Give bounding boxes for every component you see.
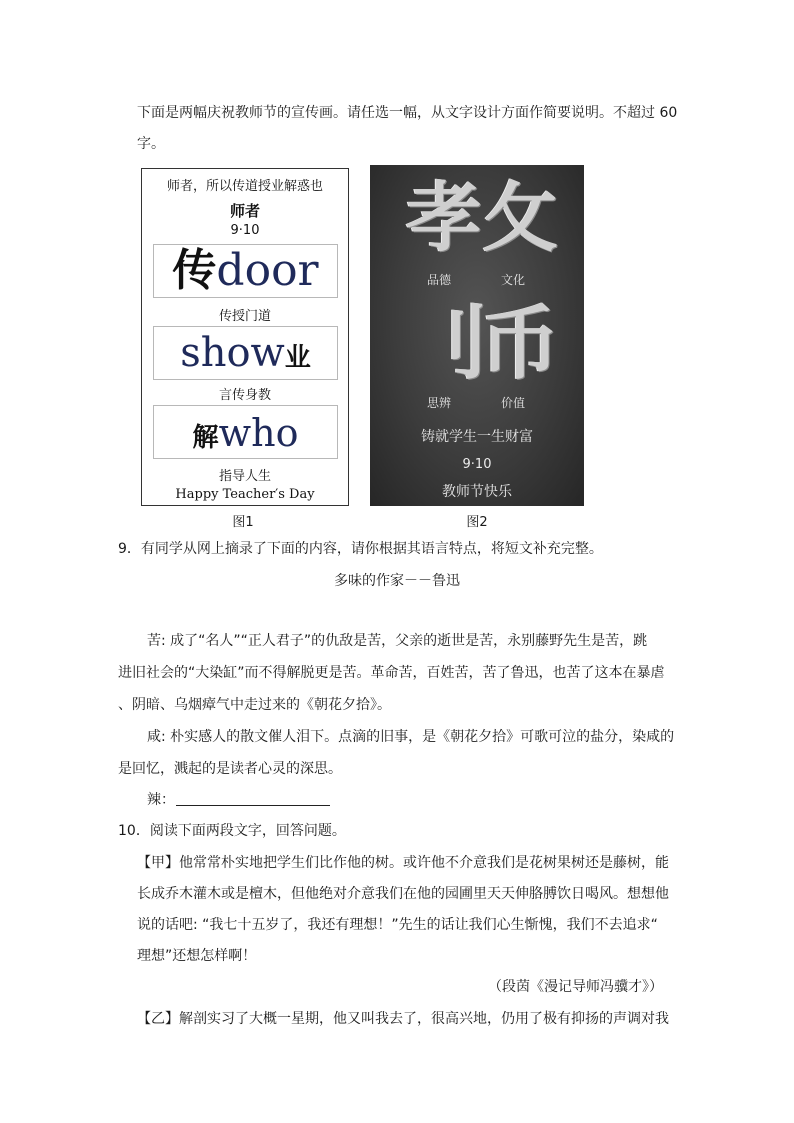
q10-heading: 10．阅读下面两段文字，回答问题。 (118, 823, 346, 839)
q9-xian-line-1: 咸: 朴实感人的散文催人泪下。点滴的旧事，是《朝花夕拾》可歌可泣的盐分，染咸的 (147, 729, 675, 745)
fig1-caption-2: 言传身教 (218, 388, 271, 403)
fig1-caption-3: 指导人生 (218, 469, 271, 484)
fig2-word-sibian: 思辨 (427, 396, 452, 410)
fig2-char-bi: 币 (480, 297, 560, 390)
fig1-caption-1: 传授门道 (218, 309, 271, 324)
q10-yi-line-1: 【乙】解剖实习了大概一星期，他又叫我去了，很高兴地，仍用了极有抑扬的声调对我 (137, 1011, 669, 1027)
figure-2-label: 图2 (466, 515, 488, 530)
q10-jia-line-4: 理想”还想怎样啊！ (137, 948, 257, 964)
fig2-greeting: 教师节快乐 (442, 484, 512, 500)
fig1-title: 师者 (229, 202, 260, 220)
q9-title: 多味的作家－－鲁迅 (334, 573, 460, 589)
q10-jia-line-3: 说的话吧: “我七十五岁了，我还有理想！”先生的话让我们心生惭愧，我们不去追求“ (137, 917, 658, 933)
q9-answer-blank[interactable] (176, 805, 330, 806)
q9-ku-line-2: 进旧社会的“大染缸”而不得解脱更是苦。革命苦，百姓苦，苦了鲁迅，也苦了这本在暴虐 (118, 665, 665, 681)
fig2-char-li: 刂 (410, 297, 490, 390)
q9-ku-line-1: 苦: 成了“名人”“正人君子”的仇敌是苦，父亲的逝世是苦，永别藤野先生是苦，跳 (147, 633, 648, 649)
fig1-card-show-en: show (180, 330, 285, 376)
figure-1-poster (141, 168, 349, 506)
fig2-word-pinde: 品德 (427, 273, 452, 287)
fig1-card-show (153, 326, 338, 380)
fig1-card-door-en: door (216, 245, 319, 296)
q10-jia-line-1: 【甲】他常常朴实地把学生们比作他的树。或许他不介意我们是花树果树还是藤树，能 (137, 855, 669, 871)
fig1-card-who-en: who (218, 411, 299, 455)
q10-source: （段茵《漫记导师冯骥才》） (488, 979, 663, 995)
fig1-card-show-cn: 业 (284, 343, 311, 373)
fig2-char-wen: 攵 (482, 173, 558, 262)
q9-heading: 9．有同学从网上摘录了下面的内容，请你根据其语言特点，将短文补充完整。 (118, 541, 603, 557)
fig1-card-door-cn: 传 (172, 245, 217, 296)
fig1-top-line: 师者，所以传道授业解惑也 (166, 179, 323, 194)
intro-line-2: 字。 (137, 136, 165, 152)
fig2-slogan: 铸就学生一生财富 (421, 429, 533, 445)
figure-2-poster (370, 165, 584, 506)
fig2-char-xiao: 孝 (406, 173, 482, 262)
q9-ku-line-3: 、阴暗、乌烟瘴气中走过来的《朝花夕拾》。 (118, 697, 391, 713)
fig1-card-door (153, 244, 338, 298)
fig1-card-who-cn: 解 (192, 423, 219, 453)
fig2-word-jiazhi: 价值 (501, 396, 526, 410)
fig1-footer: Happy Teacher′s Day (175, 487, 315, 502)
figure-1-label: 图1 (232, 515, 254, 530)
q9-la-label: 辣： (147, 792, 175, 808)
fig2-date: 9·10 (462, 457, 492, 472)
intro-line-1: 下面是两幅庆祝教师节的宣传画。请任选一幅，从文字设计方面作简要说明。不超过 60 (137, 105, 678, 121)
q10-jia-line-2: 长成乔木灌木或是檀木，但他绝对介意我们在他的园圃里天天伸胳膊饮日喝风。想想他 (137, 886, 669, 902)
fig1-card-who (153, 405, 338, 459)
q9-xian-line-2: 是回忆，溅起的是读者心灵的深思。 (118, 761, 342, 777)
fig2-word-wenhua: 文化 (501, 273, 526, 287)
fig1-date: 9·10 (230, 223, 260, 238)
